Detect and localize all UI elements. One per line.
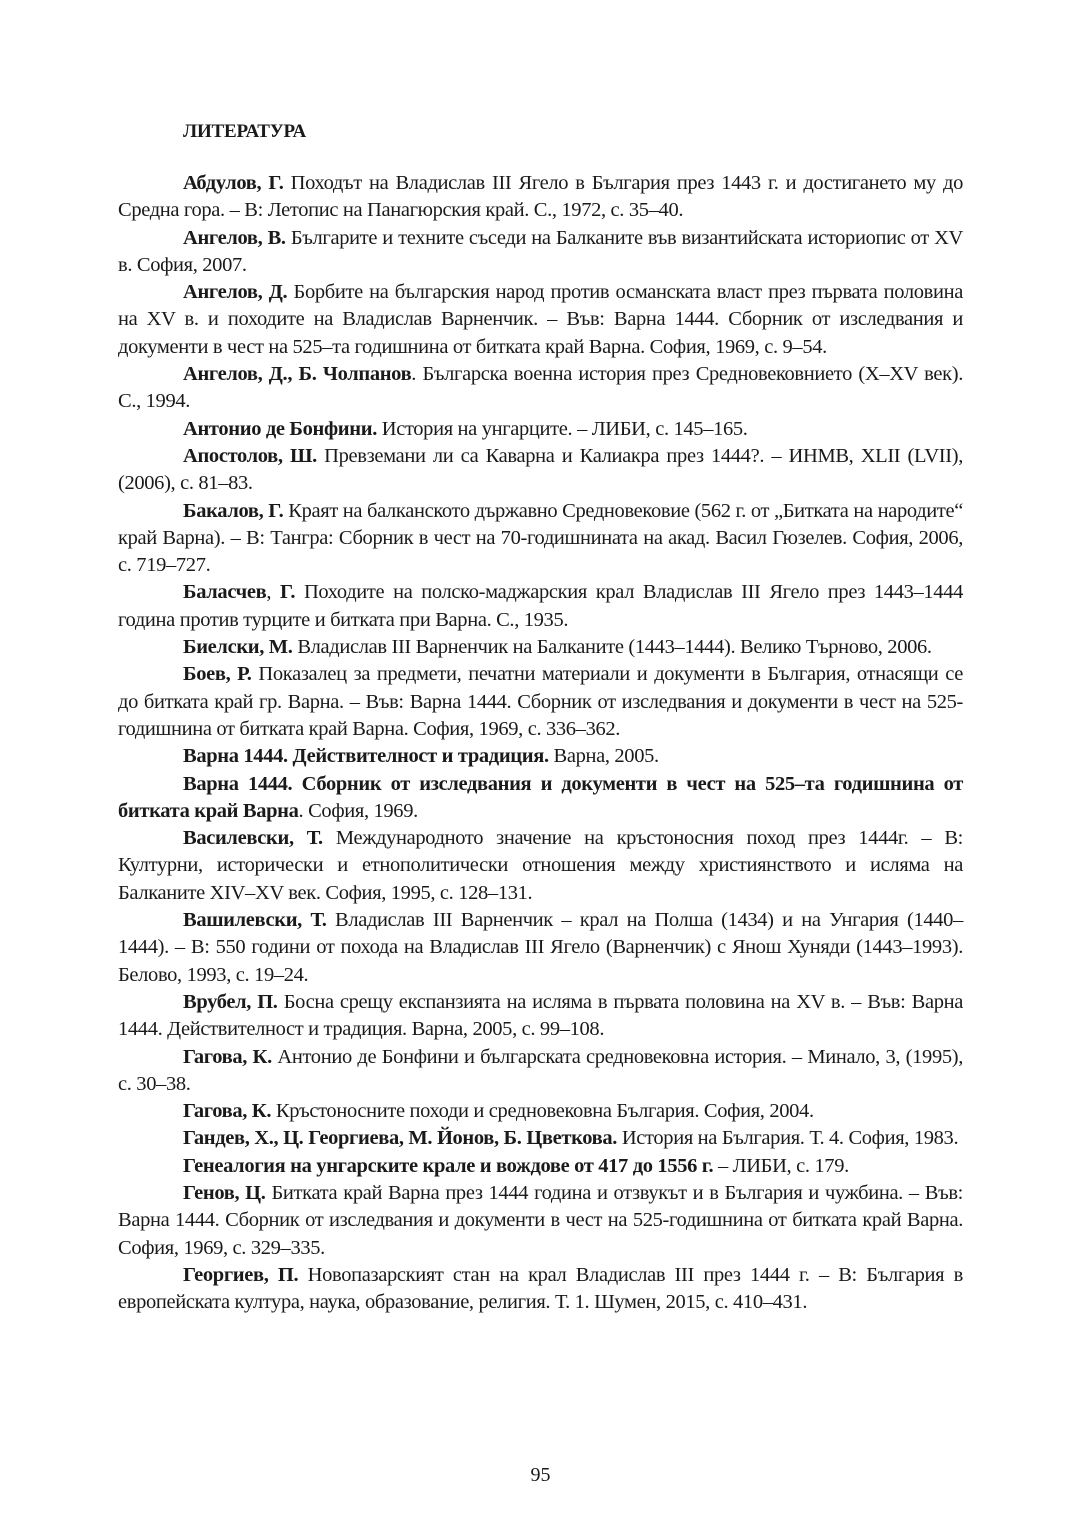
bibliography-entry <box>118 634 963 661</box>
entry-author: Вашилевски, Т. <box>183 909 327 932</box>
bibliography-entry <box>118 1153 963 1180</box>
entry-citation: История на унгарците. – ЛИБИ, с. 145–165. <box>376 417 748 440</box>
entry-author: Варна 1444. Действителност и традиция. <box>183 745 549 768</box>
bibliography-entry <box>118 1098 963 1125</box>
entry-author: Георгиев, П. <box>183 1263 299 1286</box>
entry-citation: . София, 1969. <box>298 799 418 822</box>
bibliography-entry <box>118 1125 963 1152</box>
entry-citation: Краят на балканското държавно Средновековие (562 г. от „Битката на народите“ край Варна). – В: Тангра: Сборник в чест на 70-годишнината на акад. Васил Гюзелев. София, 2006, с. 719–727. <box>118 499 963 577</box>
bibliography-entry <box>118 170 963 225</box>
entry-citation: Българите и техните съседи на Балканите във византийската историопис от XV в. София, 2007. <box>118 226 963 276</box>
entry-citation: Походите на полско-маджарския крал Владислав III Ягело през 1443–1444 година против турците и битката при Варна. С., 1935. <box>118 581 963 631</box>
document-page <box>118 0 963 1536</box>
entry-author: Антонио де Бонфини. <box>183 417 377 440</box>
bibliography-entry <box>118 579 963 634</box>
entry-citation: История на България. Т. 4. София, 1983. <box>617 1127 959 1150</box>
entry-citation: Владислав III Варненчик на Балканите (1443–1444). Велико Търново, 2006. <box>292 636 932 659</box>
bibliography-entry <box>118 416 963 443</box>
entry-citation: Международното значение на кръстоносния поход през 1444г. – В: Културни, исторически и етнополитически отношения между християнството и исляма на Балканите XIV–XV век. София, 1995, с. 128–131. <box>118 827 964 904</box>
entry-citation: – ЛИБИ, с. 179. <box>713 1154 849 1177</box>
entry-author: Гагова, К. <box>183 1100 272 1123</box>
entry-author-initial: Г. <box>279 581 296 604</box>
entry-citation: Владислав III Варненчик – крал на Полша (1434) и на Унгария (1440–1444). – В: 550 години от похода на Владислав III Ягело (Варненчик) с Янош Хуняди (1443–1993). Белово, 1993, с. 19–24. <box>118 909 963 986</box>
bibliography-entry <box>118 907 963 989</box>
entry-author: Врубел, П. <box>183 990 278 1013</box>
bibliography-entry <box>118 661 963 743</box>
entry-author: Абдулов, Г. <box>183 172 284 194</box>
entry-author: Биелски, М. <box>183 636 293 659</box>
entry-author: Апостолов, Ш. <box>183 444 317 467</box>
bibliography-entry <box>118 771 963 826</box>
entry-citation: Превземани ли са Каварна и Калиакра през 1444?. – ИНМВ, XLII (LVII), (2006), с. 81–83. <box>118 444 963 495</box>
entry-author: Гагова, К. <box>183 1045 272 1068</box>
bibliography-entry <box>118 989 963 1044</box>
entry-citation: Битката край Варна през 1444 година и отзвукът и в България и чужбина. – Във: Варна 1444. Сборник от изследвания и документи в чест на 525-годишнина от битката край Варна. София, 1969, с. 329–335. <box>118 1181 963 1259</box>
entry-author: Варна 1444. Сборник от изследвания и документи в чест на 525–та годишнина от битката край Варна <box>118 772 963 822</box>
entry-author: Бакалов, Г. <box>183 499 284 522</box>
entry-author: Баласчев <box>183 581 267 604</box>
entry-citation: Походът на Владислав III Ягело в България през 1443 г. и достигането му до Средна гора. – В: Летопис на Панагюрския край. С., 1972, с. 35–40. <box>118 172 963 222</box>
bibliography-entry <box>118 279 963 361</box>
entry-citation: Антонио де Бонфини и българската средновековна история. – Минало, 3, (1995), с. 30–38. <box>118 1045 964 1095</box>
bibliography-list <box>118 170 963 1316</box>
entry-citation: Кръстоносните походи и средновековна България. София, 2004. <box>271 1100 814 1123</box>
entry-citation: Варна, 2005. <box>548 745 659 768</box>
bibliography-entry <box>118 1180 963 1262</box>
entry-author: Василевски, Т. <box>183 827 323 850</box>
bibliography-entry <box>118 361 963 416</box>
bibliography-entry <box>118 1044 963 1099</box>
entry-author: Генеалогия на унгарските крале и вождове от 417 до 1556 г. <box>183 1154 714 1177</box>
entry-citation: . Българска военна история през Средновековнието (X–XV век). С., 1994. <box>118 363 963 413</box>
entry-citation: Босна срещу експанзията на исляма в първата половина на XV в. – Във: Варна 1444. Действителност и традиция. Варна, 2005, с. 99–108. <box>118 990 963 1041</box>
bibliography-entry <box>118 825 963 907</box>
page-number: 95 <box>530 1464 551 1486</box>
entry-citation: Показалец за предмети, печатни материали и документи в България, отнасящи се до битката край гр. Варна. – Във: Варна 1444. Сборник от изследвания и документи в чест на 525-годишнина от битката край Варна. София, 1969, с. 336–362. <box>118 663 964 740</box>
bibliography-entry <box>118 443 963 498</box>
entry-author: Ангелов, Д., Б. Чолпанов <box>183 363 412 386</box>
entry-citation: Новопазарският стан на крал Владислав III през 1444 г. – В: България в европейската култура, наука, образование, религия. Т. 1. Шумен, 2015, с. 410–431. <box>118 1263 963 1314</box>
bibliography-entry <box>118 498 963 580</box>
entry-author: Гандев, Х., Ц. Георгиева, М. Йонов, Б. Цветкова. <box>183 1127 618 1150</box>
entry-author: Генов, Ц. <box>183 1181 266 1204</box>
entry-citation: Борбите на българския народ против османската власт през първата половина на XV в. и походите на Владислав Варненчик. – Във: Варна 1444. Сборник от изследвания и документи в чест на 525–та годишнина от битката край Варна. София, 1969, с. 9–54. <box>118 281 963 358</box>
entry-author: Боев, Р. <box>183 663 252 686</box>
entry-separator: , <box>266 581 280 604</box>
bibliography-entry <box>118 743 963 770</box>
bibliography-entry <box>118 225 963 280</box>
entry-author: Ангелов, В. <box>183 226 286 249</box>
section-heading: ЛИТЕРАТУРА <box>183 121 307 142</box>
entry-author: Ангелов, Д. <box>183 281 288 304</box>
bibliography-entry <box>118 1262 963 1317</box>
